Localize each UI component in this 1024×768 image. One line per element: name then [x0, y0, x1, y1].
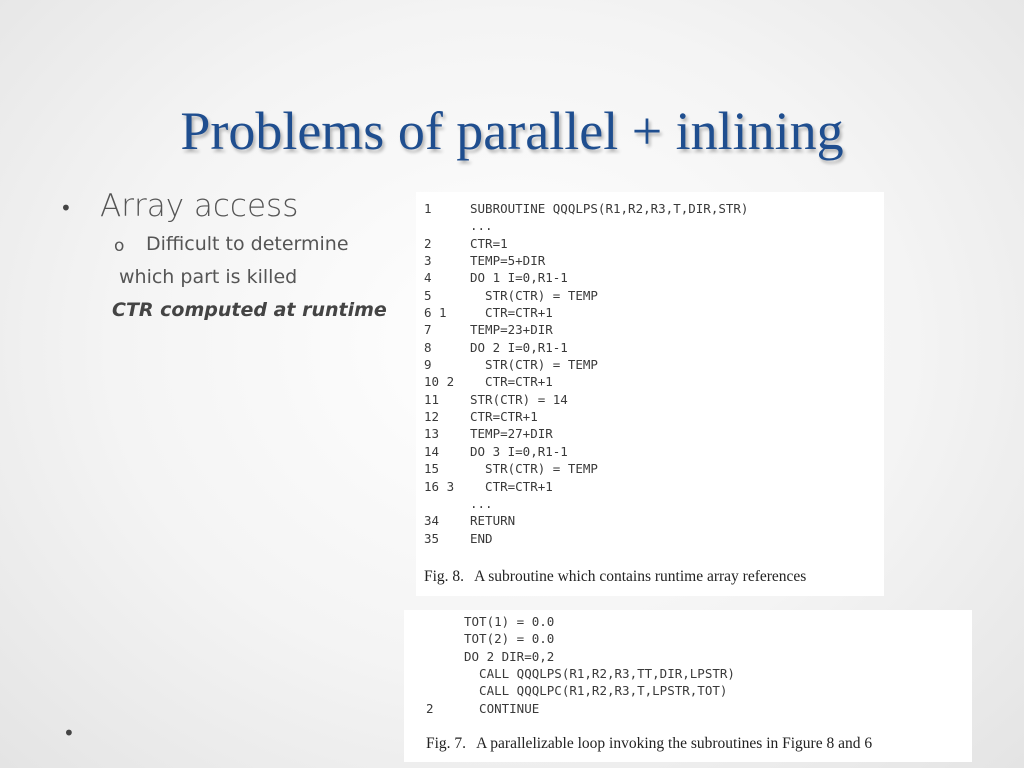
- figure8-line-code: STR(CTR) = TEMP: [470, 357, 598, 373]
- figure8-line-code: STR(CTR) = TEMP: [470, 287, 598, 303]
- figure8-line-number: 8: [424, 339, 432, 355]
- figure-7-caption: [426, 735, 872, 753]
- figure8-line-number: 10 2: [424, 374, 455, 390]
- figure7-code-line: [426, 682, 735, 699]
- figure8-line-number: 3: [424, 253, 432, 269]
- figure8-line-code: DO 1 I=0,R1-1: [470, 270, 568, 286]
- figure7-line-code: TOT(1) = 0.0: [464, 614, 555, 629]
- figure7-code-line: [426, 613, 735, 630]
- figure8-line-number: 6 1: [424, 305, 447, 321]
- figure-8-caption-label: Fig. 8.: [424, 568, 465, 585]
- figure8-code-line: [424, 495, 748, 512]
- figure7-line-code: CALL QQQLPS(R1,R2,R3,TT,DIR,LPSTR): [464, 666, 735, 682]
- figure8-line-code: CTR=CTR+1: [470, 409, 538, 425]
- figure8-code-line: [424, 304, 748, 321]
- figure8-line-code: SUBROUTINE QQQLPS(R1,R2,R3,T,DIR,STR): [470, 201, 749, 216]
- figure8-line-number: 34: [424, 513, 440, 529]
- figure7-line-code: CONTINUE: [464, 700, 540, 716]
- figure8-line-code: TEMP=5+DIR: [470, 253, 546, 269]
- figure7-code-line: [426, 700, 735, 717]
- figure8-line-number: 15: [424, 461, 440, 477]
- figure-8-code: [424, 200, 748, 547]
- figure8-line-number: 16 3: [424, 478, 455, 494]
- bullet-array-access: Array access: [100, 188, 299, 224]
- figure8-code-line: [424, 443, 748, 460]
- figure8-code-line: [424, 287, 748, 304]
- figure8-code-line: [424, 425, 748, 442]
- sub-bullet-difficult: Difficult to determine: [146, 233, 349, 255]
- sub-bullet-marker: o: [114, 236, 125, 256]
- figure8-line-code: CTR=1: [470, 235, 508, 251]
- figure7-line-code: TOT(2) = 0.0: [464, 631, 555, 647]
- figure8-line-code: DO 3 I=0,R1-1: [470, 443, 568, 459]
- slide-title: Problems of parallel + inlining: [180, 101, 844, 161]
- figure8-line-number: 9: [424, 357, 432, 373]
- figure7-code-line: [426, 648, 735, 665]
- figure7-code-line: [426, 630, 735, 647]
- figure8-line-number: 1: [424, 201, 432, 216]
- figure8-line-number: 5: [424, 287, 432, 303]
- figure8-code-line: [424, 530, 748, 547]
- figure8-line-number: 12: [424, 409, 440, 425]
- figure8-line-code: RETURN: [470, 513, 516, 529]
- figure8-line-code: CTR=CTR+1: [470, 374, 553, 390]
- figure-7-caption-text: A parallelizable loop invoking the subroutines in Figure 8 and 6: [476, 735, 873, 752]
- figure8-code-line: [424, 460, 748, 477]
- bullet-marker: •: [60, 196, 72, 220]
- figure8-line-code: STR(CTR) = 14: [470, 391, 568, 407]
- sub-bullet-continuation: which part is killed: [119, 266, 298, 288]
- figure8-line-number: 7: [424, 322, 432, 338]
- figure8-line-code: TEMP=23+DIR: [470, 322, 553, 338]
- figure7-line-code: DO 2 DIR=0,2: [464, 648, 555, 664]
- empty-bullet-marker: •: [63, 721, 75, 745]
- figure8-code-line: [424, 252, 748, 269]
- figure8-code-line: [424, 217, 748, 234]
- figure8-line-number: 2: [424, 235, 432, 251]
- figure8-code-line: [424, 321, 748, 338]
- figure8-code-line: [424, 478, 748, 495]
- figure8-code-line: [424, 512, 748, 529]
- figure8-line-code: CTR=CTR+1: [470, 305, 553, 321]
- figure8-code-line: [424, 408, 748, 425]
- figure8-line-code: END: [470, 530, 493, 546]
- figure7-line-number: 2: [426, 700, 434, 716]
- figure8-line-number: 4: [424, 270, 432, 286]
- figure8-line-number: 13: [424, 426, 440, 442]
- figure-8: [416, 192, 884, 596]
- figure7-code-line: [426, 665, 735, 682]
- figure8-code-line: [424, 356, 748, 373]
- figure8-line-code: TEMP=27+DIR: [470, 426, 553, 442]
- figure8-code-line: [424, 339, 748, 356]
- emphasis-text: CTR computed at runtime: [112, 299, 387, 321]
- figure8-line-code: ...: [470, 495, 493, 511]
- figure8-line-code: DO 2 I=0,R1-1: [470, 339, 568, 355]
- figure8-code-line: [424, 269, 748, 286]
- figure8-code-line: [424, 235, 748, 252]
- figure8-line-number: 11: [424, 391, 440, 407]
- figure-7: [404, 610, 972, 762]
- figure7-line-code: CALL QQQLPC(R1,R2,R3,T,LPSTR,TOT): [464, 683, 728, 699]
- figure8-line-number: 35: [424, 530, 440, 546]
- figure8-code-line: [424, 391, 748, 408]
- figure8-code-line: [424, 373, 748, 390]
- figure8-line-number: 14: [424, 443, 440, 459]
- figure8-line-code: STR(CTR) = TEMP: [470, 461, 598, 477]
- figure8-line-code: CTR=CTR+1: [470, 478, 553, 494]
- figure-7-caption-label: Fig. 7.: [426, 735, 467, 752]
- figure-8-caption: [424, 568, 806, 586]
- figure-7-code: [426, 613, 735, 717]
- figure-8-caption-text: A subroutine which contains runtime array references: [474, 568, 807, 585]
- figure8-line-code: ...: [470, 218, 493, 234]
- figure8-code-line: [424, 200, 748, 217]
